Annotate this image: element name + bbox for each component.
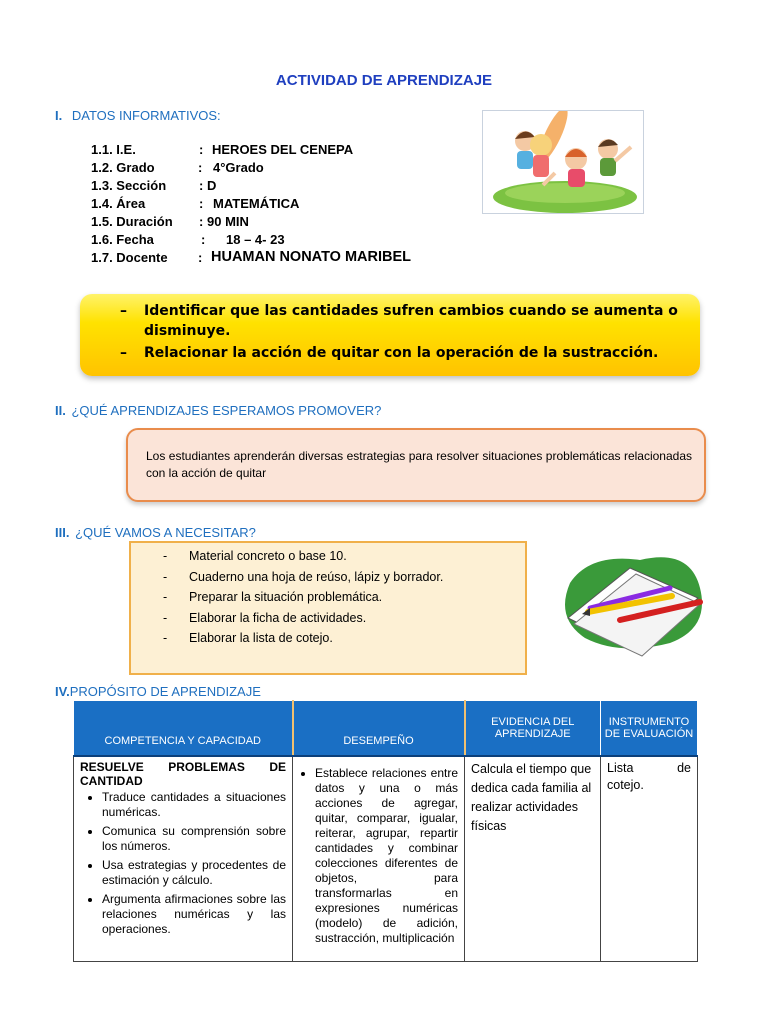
children-playing-illustration [482,110,644,214]
info-label: 1.2. Grado [91,160,155,175]
section-number: II. [55,403,66,418]
info-label: 1.1. I.E. [91,142,136,157]
info-label: 1.7. Docente [91,250,168,265]
info-value: 90 MIN [207,214,249,229]
material-item: - Preparar la situación problemática. [163,590,383,604]
list-item: • Comunica su comprensión sobre los números. [102,824,286,854]
objective-1: Identificar que las cantidades sufren cambios cuando se aumenta o [144,303,678,319]
expectation-box [126,428,706,502]
info-label: 1.5. Duración [91,214,173,229]
purpose-table [73,700,698,962]
info-value: D [207,178,217,193]
header-competencia: COMPETENCIA Y CAPACIDAD [74,701,293,757]
list-item: • Argumenta afirmaciones sobre las relaciones numéricas y las operaciones. [102,892,286,937]
section-heading-proposito [55,684,261,699]
info-label: 1.6. Fecha [91,232,154,247]
section-label: ¿QUÉ APRENDIZAJES ESPERAMOS PROMOVER? [71,403,382,418]
table-row [74,756,698,962]
section-label: PROPÓSITO DE APRENDIZAJE [69,684,261,699]
info-label: 1.4. Área [91,196,146,211]
capacidades-list [80,790,286,937]
evidencia-text: Calcula el tiempo que dedica cada familia al realizar actividades físicas [471,762,592,833]
competencia-title: RESUELVE PROBLEMAS DE CANTIDAD [80,760,286,788]
objectives-box [80,294,700,376]
info-label: 1.3. Sección [91,178,167,193]
objective-dash: – [120,345,127,361]
section-label: DATOS INFORMATIVOS: [71,108,221,123]
header-desempeno: DESEMPEÑO [293,701,465,757]
paper-pencils-illustration [560,548,710,663]
evidencia-cell [465,756,601,962]
section-heading-aprendizajes [55,403,381,418]
section-label: ¿QUÉ VAMOS A NECESITAR? [75,525,256,540]
objective-2: Relacionar la acción de quitar con la operación de la sustracción. [144,345,659,361]
info-value: MATEMÁTICA [213,196,300,211]
info-value: 4°Grado [213,160,264,175]
desempeno-list [299,766,458,946]
material-item: - Cuaderno una hoja de reúso, lápiz y borrador. [163,570,444,584]
section-heading-necesitar [55,525,256,540]
info-value: HUAMAN NONATO MARIBEL [211,249,412,265]
page-title: ACTIVIDAD DE APRENDIZAJE [275,72,493,89]
desempeno-cell [293,756,465,962]
expectation-text: Los estudiantes aprenderán diversas estrategias para resolver situaciones problemáticas relacionadas con la acción de quitar [146,449,692,480]
materials-box [129,541,527,675]
section-number: I. [55,108,63,123]
section-number: III. [55,525,70,540]
list-item: • Usa estrategias y procedentes de estimación y cálculo. [102,858,286,888]
instrumento-cell [601,756,698,962]
header-evidencia: EVIDENCIA DEL APRENDIZAJE [465,701,601,757]
objective-1-cont: disminuye. [144,323,231,339]
instrumento-text: Lista de cotejo. [607,761,691,792]
info-value: 18 – 4- 23 [226,232,285,247]
section-number: IV. [55,684,70,699]
list-item: • Traduce cantidades a situaciones numéricas. [102,790,286,820]
header-instrumento: INSTRUMENTO DE EVALUACIÓN [601,701,698,757]
material-item: - Elaborar la lista de cotejo. [163,631,333,645]
material-item: - Material concreto o base 10. [163,549,347,563]
objective-dash: – [120,303,127,319]
table-header-row [74,701,698,757]
desempeno-text: • Establece relaciones entre datos y una o más acciones de agregar, quitar, comparar, igualar, reiterar, agrupar, repartir cantidades y combinar colecciones diferentes de objetos, para transformarlas en expresiones numéricas (modelo) de adición, sustracción, multiplicación [315,766,458,946]
section-heading-datos [55,108,221,123]
competencia-cell [74,756,293,962]
info-value: HEROES DEL CENEPA [212,142,354,157]
material-item: - Elaborar la ficha de actividades. [163,611,367,625]
